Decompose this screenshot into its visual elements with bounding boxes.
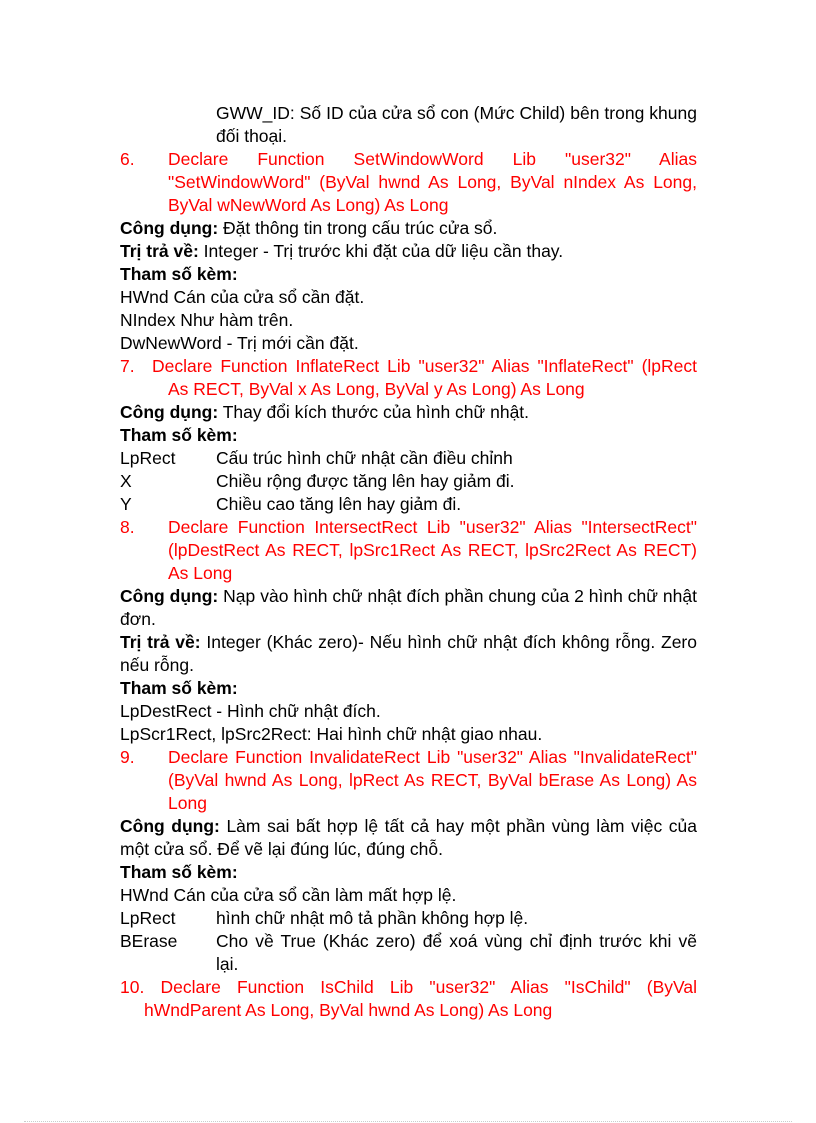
declaration-6-number: 6. bbox=[120, 149, 135, 169]
declaration-6-text: Declare Function SetWindowWord Lib "user32" Alias "SetWindowWord" (ByVal hwnd As Long, ByVal nIndex As Long, ByVal wNewWord As Long) As Long bbox=[168, 149, 697, 215]
param-8-lpdestrect: LpDestRect - Hình chữ nhật đích. bbox=[120, 701, 381, 721]
param-6-dwnewword: DwNewWord - Trị mới cần đặt. bbox=[120, 333, 359, 353]
param-desc: Chiều cao tăng lên hay giảm đi. bbox=[216, 494, 462, 514]
param-desc: Cấu trúc hình chữ nhật cần điều chỉnh bbox=[216, 448, 513, 468]
usage-6 bbox=[120, 217, 697, 240]
param-6-nindex: NIndex Như hàm trên. bbox=[120, 310, 294, 330]
param-9-berase bbox=[120, 930, 697, 976]
params-8-label: Tham số kèm: bbox=[120, 678, 238, 698]
param-6-hwnd: HWnd Cán của cửa sổ cần đặt. bbox=[120, 287, 365, 307]
declaration-7-number: 7. bbox=[120, 356, 135, 376]
page-bottom-divider bbox=[24, 1121, 792, 1122]
param-7-x bbox=[120, 470, 697, 493]
declaration-7-text: Declare Function InflateRect Lib "user32" Alias "InflateRect" (lpRect As RECT, ByVal x As Long, ByVal y As Long) As Long bbox=[152, 356, 697, 399]
usage-8-label: Công dụng: bbox=[120, 586, 219, 606]
return-8 bbox=[120, 631, 697, 677]
return-6 bbox=[120, 240, 697, 263]
return-8-text: Integer (Khác zero)- Nếu hình chữ nhật đích không rỗng. Zero nếu rỗng. bbox=[120, 632, 697, 675]
declaration-8-text: Declare Function IntersectRect Lib "user32" Alias "IntersectRect" (lpDestRect As RECT, lpSrc1Rect As RECT, lpSrc2Rect As RECT) As Long bbox=[168, 517, 697, 583]
param-7-lprect bbox=[120, 447, 697, 470]
params-7-label: Tham số kèm: bbox=[120, 425, 238, 445]
param-term: Y bbox=[120, 494, 132, 514]
declaration-9 bbox=[120, 746, 697, 815]
gww-id-line: GWW_ID: Số ID của cửa sổ con (Mức Child) bên trong khung đối thoại. bbox=[216, 103, 697, 146]
declaration-9-text: Declare Function InvalidateRect Lib "user32" Alias "InvalidateRect" (ByVal hwnd As Long, lpRect As RECT, ByVal bErase As Long) As Long bbox=[168, 747, 697, 813]
usage-9-label: Công dụng: bbox=[120, 816, 220, 836]
usage-6-text: Đặt thông tin trong cấu trúc cửa sổ. bbox=[218, 218, 498, 238]
return-6-label: Trị trả về: bbox=[120, 241, 199, 261]
param-desc: hình chữ nhật mô tả phần không hợp lệ. bbox=[216, 908, 529, 928]
params-9-label: Tham số kèm: bbox=[120, 862, 238, 882]
usage-6-label: Công dụng: bbox=[120, 218, 219, 238]
param-8-lpsrcrects: LpScr1Rect, lpSrc2Rect: Hai hình chữ nhật giao nhau. bbox=[120, 724, 543, 744]
declaration-7 bbox=[120, 355, 697, 401]
param-term: BErase bbox=[120, 931, 178, 951]
param-9-hwnd: HWnd Cán của cửa sổ cần làm mất hợp lệ. bbox=[120, 885, 457, 905]
declaration-6 bbox=[120, 148, 697, 217]
param-term: LpRect bbox=[120, 448, 176, 468]
return-6-text: Integer - Trị trước khi đặt của dữ liệu cần thay. bbox=[198, 241, 564, 261]
usage-8 bbox=[120, 585, 697, 631]
params-6-label: Tham số kèm: bbox=[120, 264, 238, 284]
usage-7 bbox=[120, 401, 697, 424]
usage-8-text: Nạp vào hình chữ nhật đích phần chung của 2 hình chữ nhật đơn. bbox=[120, 586, 697, 629]
param-desc: Cho về True (Khác zero) để xoá vùng chỉ định trước khi vẽ lại. bbox=[216, 931, 697, 974]
declaration-10: 10. Declare Function IsChild Lib "user32" Alias "IsChild" (ByVal hWndParent As Long, ByVal hwnd As Long) As Long bbox=[120, 977, 697, 1020]
document-page bbox=[120, 102, 697, 1022]
declaration-8-number: 8. bbox=[120, 517, 135, 537]
param-7-y bbox=[120, 493, 697, 516]
param-term: LpRect bbox=[120, 908, 176, 928]
param-term: X bbox=[120, 471, 132, 491]
usage-9 bbox=[120, 815, 697, 861]
declaration-8 bbox=[120, 516, 697, 585]
declaration-9-number: 9. bbox=[120, 747, 135, 767]
return-8-label: Trị trả về: bbox=[120, 632, 201, 652]
usage-7-text: Thay đổi kích thước của hình chữ nhật. bbox=[218, 402, 530, 422]
usage-9-text: Làm sai bất hợp lệ tất cả hay một phần vùng làm việc của một cửa sổ. Để vẽ lại đúng lúc, đúng chỗ. bbox=[120, 816, 697, 859]
usage-7-label: Công dụng: bbox=[120, 402, 219, 422]
param-9-lprect bbox=[120, 907, 697, 930]
param-desc: Chiều rộng được tăng lên hay giảm đi. bbox=[216, 471, 515, 491]
